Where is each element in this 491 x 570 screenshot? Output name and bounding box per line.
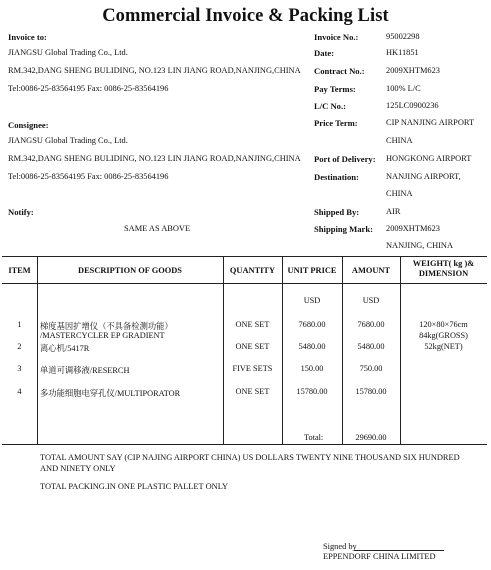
date-value: HK11851 — [386, 48, 419, 57]
row-description-line2: /MASTERCYCLER EP GRADIENT — [40, 331, 165, 340]
consignee-tel-fax: Tel:0086-25-83564195 Fax: 0086-25-83564196 — [8, 172, 169, 181]
shipped-by-value: AIR — [386, 207, 401, 216]
price-term-value: CIP NANJING AIRPORT — [386, 118, 475, 127]
consignee-label: Consignee: — [8, 120, 49, 130]
invoice-to-label: Invoice to: — [8, 32, 47, 42]
header-dimension: DIMENSION — [418, 269, 469, 278]
pay-terms-label: Pay Terms: — [314, 84, 356, 94]
destination-value: NANJING AIRPORT, — [386, 172, 461, 181]
row-quantity: FIVE SETS — [232, 364, 273, 373]
notify-value: SAME AS ABOVE — [124, 224, 191, 233]
table-top-rule — [2, 256, 487, 257]
contract-no-label: Contract No.: — [314, 66, 365, 76]
row-description: 梯度基因扩增仪（不具备检测功能） — [40, 322, 173, 331]
row-description: 单道可调移液/RESERCH — [40, 366, 130, 375]
row-amount: 5480.00 — [357, 342, 385, 351]
total-amount: 29690.00 — [355, 433, 387, 442]
weight-gross: 84kg(GROSS) — [419, 331, 468, 340]
table-col-rule — [37, 256, 38, 444]
row-unit-price: 150.00 — [300, 364, 324, 373]
table-header-rule — [2, 283, 487, 284]
consignee-address: RM.342,DANG SHENG BULIDING, NO.123 LIN JIANG ROAD,NANJING,CHINA — [8, 154, 301, 163]
invoice-to-tel-fax: Tel:0086-25-83564195 Fax: 0086-25-83564196 — [8, 84, 169, 93]
lc-no-value: 125LC0900236 — [386, 101, 439, 110]
shipped-by-label: Shipped By: — [314, 207, 360, 217]
row-amount: 7680.00 — [357, 320, 385, 329]
row-unit-price: 7680.00 — [298, 320, 326, 329]
row-quantity: ONE SET — [235, 387, 270, 396]
amount-currency: USD — [362, 296, 380, 305]
signature-company: EPPENDORF CHINA LIMITED — [323, 552, 436, 561]
port-of-delivery-label: Port of Delivery: — [314, 154, 376, 164]
row-amount: 750.00 — [359, 364, 383, 373]
invoice-no-value: 95002298 — [386, 32, 420, 41]
header-unit-price: UNIT PRICE — [287, 266, 337, 275]
unit-price-currency: USD — [303, 296, 321, 305]
price-term-value-line2: CHINA — [386, 136, 413, 145]
price-term-label: Price Term: — [314, 118, 358, 128]
notify-label: Notify: — [8, 207, 34, 217]
lc-no-label: L/C No.: — [314, 101, 346, 111]
row-quantity: ONE SET — [235, 342, 270, 351]
row-description: 离心机/5417R — [40, 344, 90, 353]
shipping-mark-value-line2: NANJING, CHINA — [386, 241, 453, 250]
row-description: 多功能细胞电穿孔仪/MULTIPORATOR — [40, 389, 181, 398]
date-label: Date: — [314, 48, 335, 58]
row-amount: 15780.00 — [355, 387, 387, 396]
port-of-delivery-value: HONGKONG AIRPORT — [386, 154, 472, 163]
pay-terms-value: 100% L/C — [386, 84, 421, 93]
header-amount: AMOUNT — [351, 266, 391, 275]
table-bottom-rule — [2, 444, 487, 445]
row-quantity: ONE SET — [235, 320, 270, 329]
destination-label: Destination: — [314, 172, 359, 182]
row-unit-price: 15780.00 — [296, 387, 328, 396]
shipping-mark-label: Shipping Mark: — [314, 224, 373, 234]
signature-line — [354, 550, 444, 551]
row-item: 1 — [17, 320, 22, 329]
total-packing: TOTAL PACKING.IN ONE PLASTIC PALLET ONLY — [40, 482, 229, 491]
weight-dimension: 120×80×76cm — [419, 320, 468, 329]
invoice-to-company: JIANGSU Global Trading Co., Ltd. — [8, 48, 128, 57]
consignee-company: JIANGSU Global Trading Co., Ltd. — [8, 136, 128, 145]
row-unit-price: 5480.00 — [298, 342, 326, 351]
total-amount-say-line2: AND NINETY ONLY — [40, 464, 116, 473]
row-item: 2 — [17, 342, 22, 351]
invoice-no-label: Invoice No.: — [314, 32, 359, 42]
header-item: ITEM — [8, 266, 31, 275]
destination-value-line2: CHINA — [386, 189, 413, 198]
total-amount-say: TOTAL AMOUNT SAY (CIP NAJING AIRPORT CHINA) US DOLLARS TWENTY NINE THOUSAND SIX HUNDRED — [40, 453, 460, 462]
row-item: 3 — [17, 364, 22, 373]
header-quantity: QUANTITY — [229, 266, 276, 275]
invoice-to-address: RM.342,DANG SHENG BULIDING, NO.123 LIN JIANG ROAD,NANJING,CHINA — [8, 66, 301, 75]
row-item: 4 — [17, 387, 22, 396]
header-weight: WEIGHT( kg )& — [412, 259, 475, 268]
shipping-mark-value: 2009XHTM623 — [386, 224, 440, 233]
signed-by-label: Signed by — [323, 542, 357, 551]
document-title: Commercial Invoice & Packing List — [102, 6, 389, 26]
total-label: Total: — [304, 433, 324, 442]
weight-net: 52kg(NET) — [424, 342, 463, 351]
header-description: DESCRIPTION OF GOODS — [78, 266, 182, 275]
contract-no-value: 2009XHTM623 — [386, 66, 440, 75]
